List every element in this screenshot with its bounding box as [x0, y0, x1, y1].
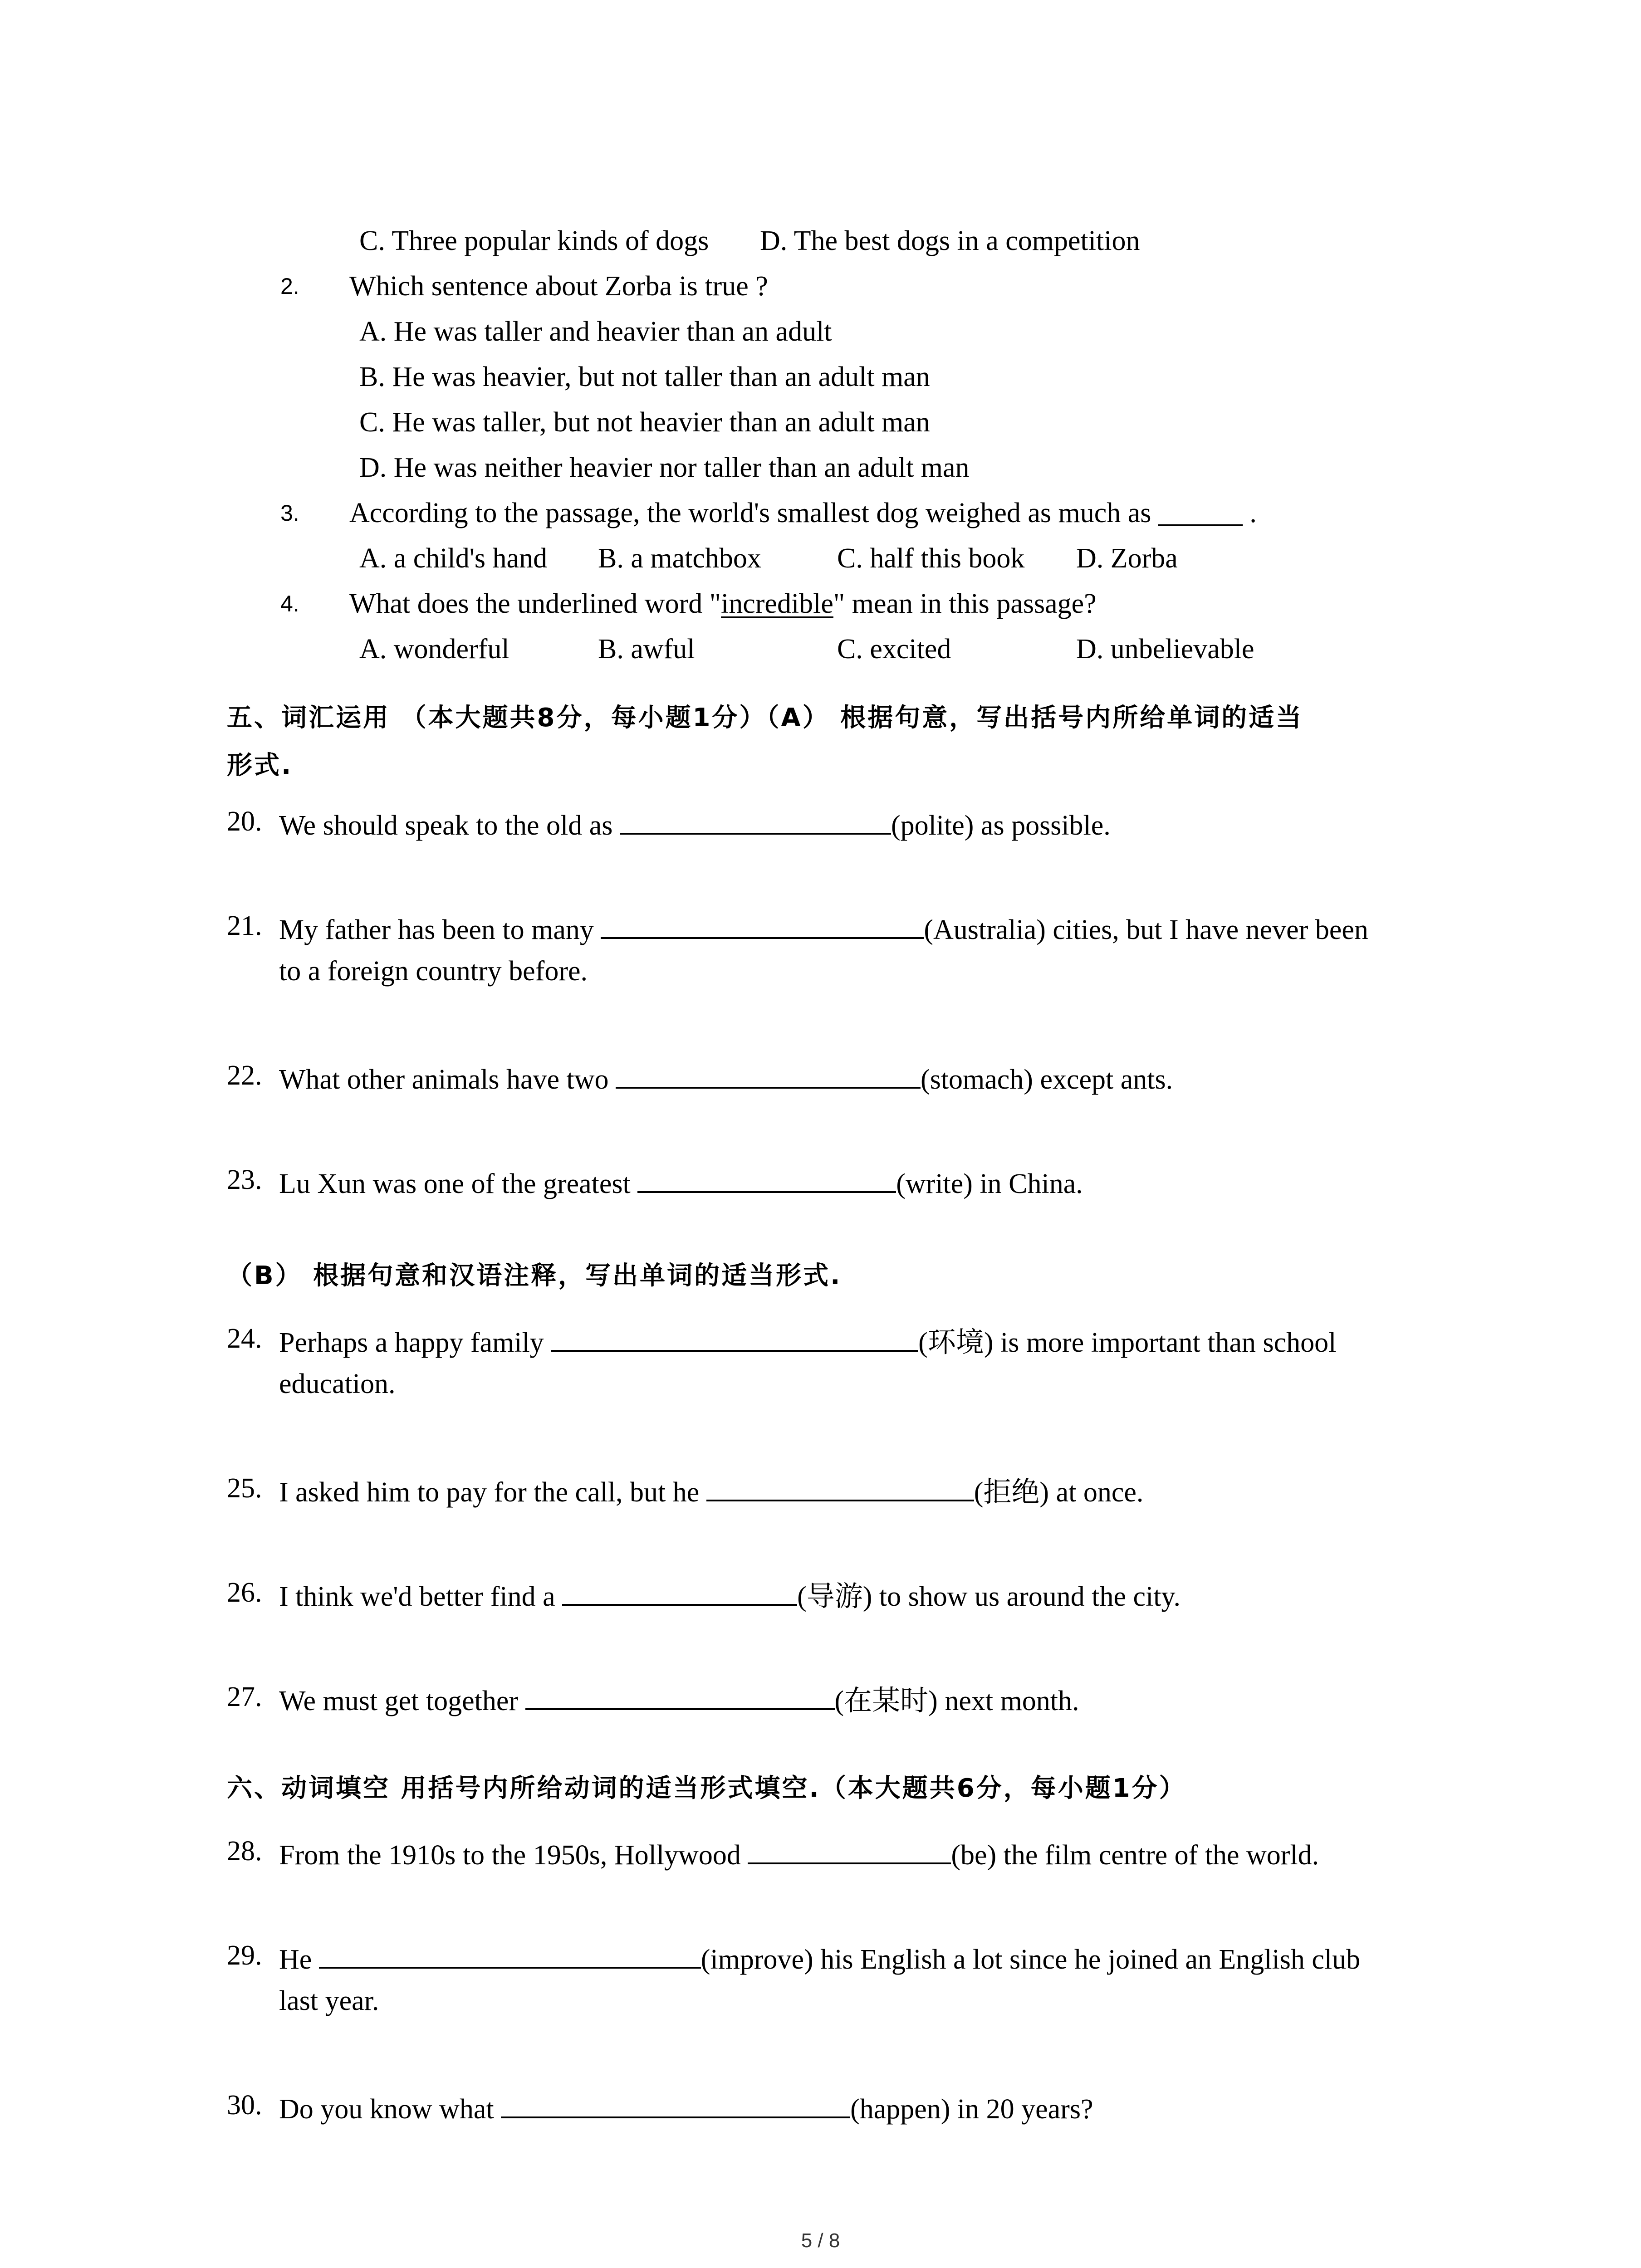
- q3-option-b: B. a matchbox: [598, 543, 761, 574]
- q23-line: [279, 1166, 1083, 1198]
- q30-line: [279, 2091, 1093, 2123]
- q23-pre: Lu Xun was one of the greatest: [279, 1168, 631, 1199]
- q25-number: 25.: [227, 1473, 262, 1504]
- q29-line: [279, 1941, 1360, 1974]
- q30-post: (happen) in 20 years?: [850, 2094, 1093, 2125]
- q23-blank[interactable]: [637, 1166, 896, 1193]
- q22-pre: What other animals have two: [279, 1064, 609, 1095]
- q3-text: According to the passage, the world's smallest dog weighed as much as ______ .: [349, 498, 1257, 528]
- q20-blank[interactable]: [620, 807, 891, 835]
- q21-post: (Australia) cities, but I have never been: [924, 914, 1368, 945]
- underlined-word: incredible: [721, 588, 833, 619]
- q4-text: [349, 590, 1097, 618]
- q2-option-b: B. He was heavier, but not taller than an adult man: [359, 362, 930, 392]
- q24-post: (环境) is more important than school: [918, 1327, 1337, 1358]
- q4-text-pre: What does the underlined word ": [349, 588, 721, 619]
- q3-option-c: C. half this book: [837, 543, 1025, 574]
- section5-heading-line2: 形式.: [227, 751, 293, 780]
- q1-option-d: D. The best dogs in a competition: [760, 225, 1140, 256]
- q24-blank[interactable]: [551, 1325, 918, 1352]
- q2-text: Which sentence about Zorba is true ?: [349, 271, 768, 302]
- q27-number: 27.: [227, 1681, 262, 1712]
- q23-post: (write) in China.: [896, 1168, 1083, 1199]
- q2-number: 2.: [280, 274, 299, 299]
- q4-option-a: A. wonderful: [359, 634, 509, 665]
- q22-number: 22.: [227, 1060, 262, 1091]
- q27-pre: We must get together: [279, 1686, 519, 1716]
- q25-post: (拒绝) at once.: [974, 1477, 1144, 1508]
- q25-line: [279, 1474, 1143, 1506]
- q21-pre: My father has been to many: [279, 914, 594, 945]
- q2-option-a: A. He was taller and heavier than an adult: [359, 316, 832, 347]
- section5-heading-line1: 五、词汇运用 （本大题共8分，每小题1分）（A） 根据句意，写出括号内所给单词的适当: [227, 703, 1303, 733]
- q4-text-post: " mean in this passage?: [833, 588, 1097, 619]
- q26-line: [279, 1579, 1181, 1611]
- q3-option-d: D. Zorba: [1076, 543, 1178, 574]
- q1-option-c: C. Three popular kinds of dogs: [359, 225, 709, 256]
- q24-number: 24.: [227, 1323, 262, 1354]
- q28-pre: From the 1910s to the 1950s, Hollywood: [279, 1840, 741, 1871]
- q21-number: 21.: [227, 910, 262, 941]
- q4-option-b: B. awful: [598, 634, 695, 665]
- q4-option-d: D. unbelievable: [1076, 634, 1254, 665]
- q4-number: 4.: [280, 591, 299, 616]
- q21-line2: to a foreign country before.: [279, 956, 588, 987]
- q22-blank[interactable]: [616, 1061, 921, 1089]
- q26-number: 26.: [227, 1577, 262, 1608]
- section6-heading: 六、动词填空 用括号内所给动词的适当形式填空.（本大题共6分，每小题1分）: [227, 1774, 1186, 1803]
- q3-number: 3.: [280, 500, 299, 526]
- sectionB-heading: （B） 根据句意和汉语注释，写出单词的适当形式.: [227, 1261, 842, 1290]
- q20-number: 20.: [227, 806, 262, 837]
- q29-line2: last year.: [279, 1985, 379, 2016]
- q2-option-d: D. He was neither heavier nor taller than an adult man: [359, 452, 970, 483]
- q20-pre: We should speak to the old as: [279, 810, 613, 841]
- q21-blank[interactable]: [601, 912, 924, 939]
- q25-pre: I asked him to pay for the call, but he: [279, 1477, 700, 1508]
- q28-post: (be) the film centre of the world.: [951, 1840, 1319, 1871]
- q24-line: [279, 1325, 1336, 1357]
- q30-blank[interactable]: [501, 2091, 850, 2118]
- q22-line: [279, 1061, 1173, 1094]
- q2-option-c: C. He was taller, but not heavier than an adult man: [359, 407, 930, 438]
- q23-number: 23.: [227, 1164, 262, 1195]
- q25-blank[interactable]: [706, 1474, 974, 1501]
- q29-number: 29.: [227, 1940, 262, 1971]
- q26-post: (导游) to show us around the city.: [797, 1581, 1181, 1612]
- q4-option-c: C. excited: [837, 634, 951, 665]
- q29-pre: He: [279, 1944, 312, 1975]
- q3-option-a: A. a child's hand: [359, 543, 548, 574]
- q27-line: [279, 1683, 1079, 1715]
- q24-pre: Perhaps a happy family: [279, 1327, 544, 1358]
- q21-line: [279, 912, 1368, 944]
- q20-line: [279, 807, 1111, 840]
- q30-number: 30.: [227, 2090, 262, 2121]
- q27-post: (在某时) next month.: [834, 1686, 1079, 1716]
- page-number: 5 / 8: [801, 2229, 840, 2252]
- q28-blank[interactable]: [748, 1837, 951, 1864]
- q24-line2: education.: [279, 1369, 396, 1399]
- q26-blank[interactable]: [562, 1579, 797, 1606]
- q28-number: 28.: [227, 1836, 262, 1867]
- q29-post: (improve) his English a lot since he joined an English club: [700, 1944, 1361, 1975]
- q22-post: (stomach) except ants.: [921, 1064, 1173, 1095]
- q27-blank[interactable]: [525, 1683, 835, 1710]
- q26-pre: I think we'd better find a: [279, 1581, 555, 1612]
- q30-pre: Do you know what: [279, 2094, 494, 2125]
- q29-blank[interactable]: [319, 1941, 701, 1969]
- q28-line: [279, 1837, 1319, 1869]
- q20-post: (polite) as possible.: [891, 810, 1111, 841]
